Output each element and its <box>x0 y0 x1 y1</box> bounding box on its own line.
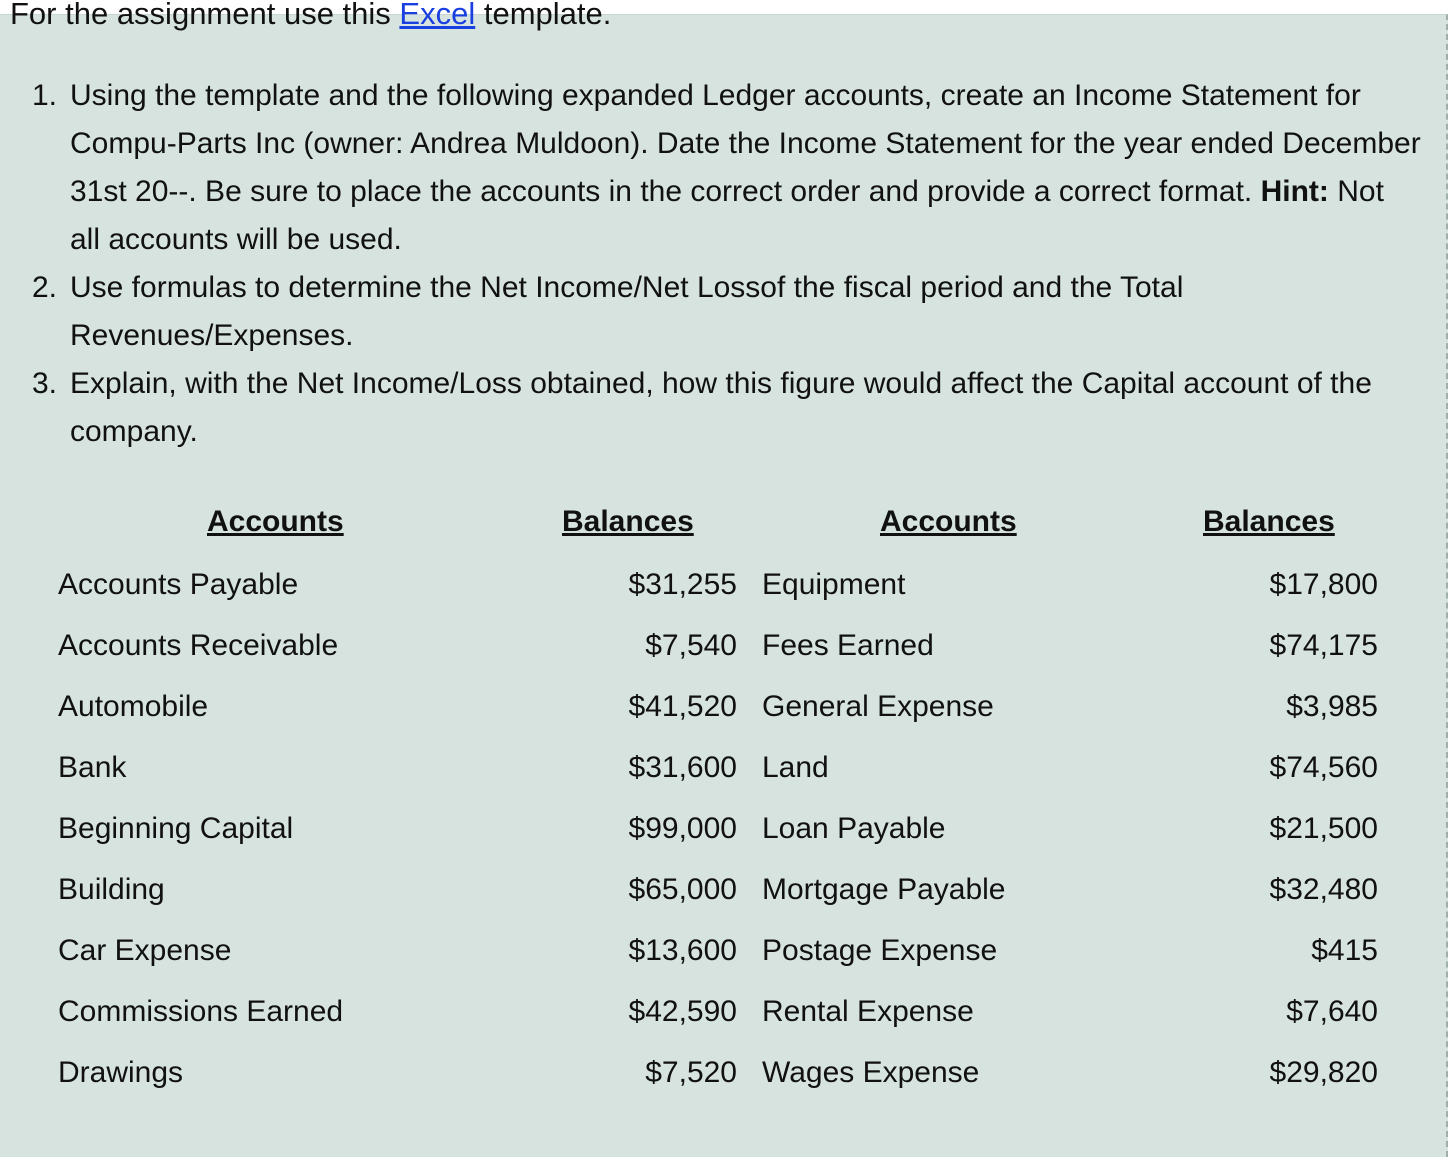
right-balance: $7,640 <box>1286 995 1378 1028</box>
header-balances-right: Balances <box>1203 505 1335 538</box>
left-account: Car Expense <box>58 934 232 967</box>
left-account: Drawings <box>58 1056 184 1089</box>
hint-label: Hint: <box>1260 175 1329 208</box>
right-balance: $415 <box>1311 934 1378 967</box>
right-balance: $32,480 <box>1269 873 1378 906</box>
header-accounts-right: Accounts <box>880 505 1017 538</box>
intro-line <box>10 0 612 31</box>
instruction-number: 3. <box>32 367 58 400</box>
right-balance: $74,560 <box>1269 751 1378 784</box>
left-balance: $7,520 <box>645 1056 737 1089</box>
instruction-item <box>32 264 1422 360</box>
header-balances-left: Balances <box>562 505 694 538</box>
right-account: Land <box>762 751 829 784</box>
header-accounts-left: Accounts <box>207 505 344 538</box>
left-balance: $65,000 <box>628 873 737 906</box>
left-balance: $31,255 <box>628 568 737 601</box>
hint-text: Not all accounts will be used. <box>70 175 1384 256</box>
instruction-list <box>32 72 1422 456</box>
left-balance: $13,600 <box>628 934 737 967</box>
instruction-item <box>32 72 1422 264</box>
right-account: General Expense <box>762 690 994 723</box>
instruction-number: 1. <box>32 79 58 112</box>
intro-suffix: template. <box>483 0 612 31</box>
intro-prefix: For the assignment use this <box>10 0 391 31</box>
instruction-text: Use formulas to determine the Net Income/Net Lossof the fiscal period and the Total Revenues/Expenses. <box>70 271 1184 352</box>
right-balance: $17,800 <box>1269 568 1378 601</box>
instruction-body: Using the template and the following expanded Ledger accounts, create an Income Statement for Compu-Parts Inc (owner: Andrea Muldoon). Date the Income Statement for the year ended December 31st 20--. Be sure to place the accounts in the correct order and provide a correct format. <box>70 79 1421 208</box>
right-account: Fees Earned <box>762 629 934 662</box>
excel-template-link[interactable]: Excel <box>399 0 476 31</box>
left-account: Accounts Receivable <box>58 629 339 662</box>
left-account: Automobile <box>58 690 209 723</box>
instruction-item <box>32 360 1422 456</box>
left-balance: $7,540 <box>645 629 737 662</box>
left-account: Accounts Payable <box>58 568 299 601</box>
right-balance: $74,175 <box>1269 629 1378 662</box>
right-balance: $3,985 <box>1286 690 1378 723</box>
right-account: Equipment <box>762 568 906 601</box>
right-account: Postage Expense <box>762 934 998 967</box>
left-account: Commissions Earned <box>58 995 344 1028</box>
left-account: Bank <box>58 751 127 784</box>
instruction-text: Explain, with the Net Income/Loss obtained, how this figure would affect the Capital account of the company. <box>70 367 1372 448</box>
right-account: Mortgage Payable <box>762 873 1006 906</box>
left-account: Building <box>58 873 165 906</box>
instruction-number: 2. <box>32 271 58 304</box>
left-balance: $42,590 <box>628 995 737 1028</box>
right-balance: $21,500 <box>1269 812 1378 845</box>
instruction-text <box>70 72 1422 264</box>
right-account: Rental Expense <box>762 995 974 1028</box>
right-account: Loan Payable <box>762 812 946 845</box>
left-balance: $41,520 <box>628 690 737 723</box>
left-balance: $99,000 <box>628 812 737 845</box>
left-balance: $31,600 <box>628 751 737 784</box>
right-account: Wages Expense <box>762 1056 980 1089</box>
right-balance: $29,820 <box>1269 1056 1378 1089</box>
left-account: Beginning Capital <box>58 812 294 845</box>
